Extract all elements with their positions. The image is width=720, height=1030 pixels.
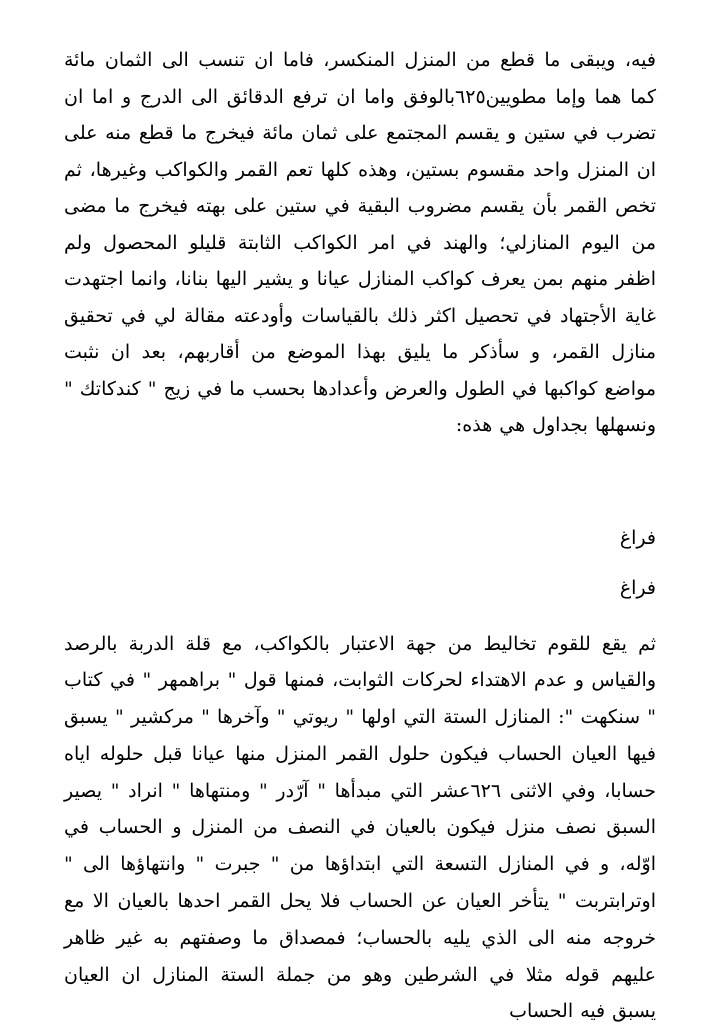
blank-placeholder-2: فراغ bbox=[64, 570, 656, 606]
document-page bbox=[64, 42, 656, 1030]
paragraph-second: ثم يقع للقوم تخاليط من جهة الاعتبار بالكواكب، مع قلة الدربة بالرصد والقياس و عدم الاهتداء لحركات الثوابت، فمنها قول " براهمهر " في كتاب " سنكهت ": المنازل الستة التي اولها " ريوتي " وآخرها " مركشير " يسبق فيها العيان الحساب فيكون حلول القمر المنزل منها عيانا قبل حلوله اياه حسابا، وفي الاثنى ٦٢٦عشر التي مبدأها " آرّدر " ومنتهاها " انراد " يصير السبق نصف منزل فيكون بالعيان في النصف من المنزل و الحساب في اوّله، و في المنازل التسعة التي ابتداؤها من " جبرت " وانتهاؤها الى " اوترابتربت " يتأخر العيان عن الحساب فلا يحل القمر احدها بالعيان الا مع خروجه منه الى الذي يليه بالحساب؛ فمصداق ما وصفتهم به غير ظاهر عليهم قوله مثلا في الشرطين وهو من جملة الستة المنازل ان العيان يسبق فيه الحساب bbox=[64, 626, 656, 1030]
paragraph-first: فيه، ويبقى ما قطع من المنزل المنكسر، فاما ان تنسب الى الثمان مائة كما هما وإما مطويين٦٢٥بالوفق واما ان ترفع الدقائق الى الدرج و اما ان تضرب في ستين و يقسم المجتمع على ثمان مائة فيخرج ما قطع منه على ان المنزل واحد مقسوم بستين، وهذه كلها تعم القمر والكواكب وغيرها، ثم تخص القمر بأن يقسم مضروب البقية في ستين على بهته فيخرج ما مضى من اليوم المنازلي؛ والهند في امر الكواكب الثابتة قليلو المحصول ولم اظفر منهم بمن يعرف كواكب المنازل عيانا و يشير اليها بنانا، وانما اجتهدت غاية الأجتهاد في تحصيل اكثر ذلك بالقياسات وأودعته مقالة لي في تحقيق منازل القمر، و سأذكر ما يليق بهذا الموضع من أقاربهم، بعد ان نثبت مواضع كواكبها في الطول والعرض وأعدادها بحسب ما في زيج " كندكاتك " ونسهلها بجداول هي هذه: bbox=[64, 42, 656, 444]
blank-placeholder-1: فراغ bbox=[64, 520, 656, 556]
